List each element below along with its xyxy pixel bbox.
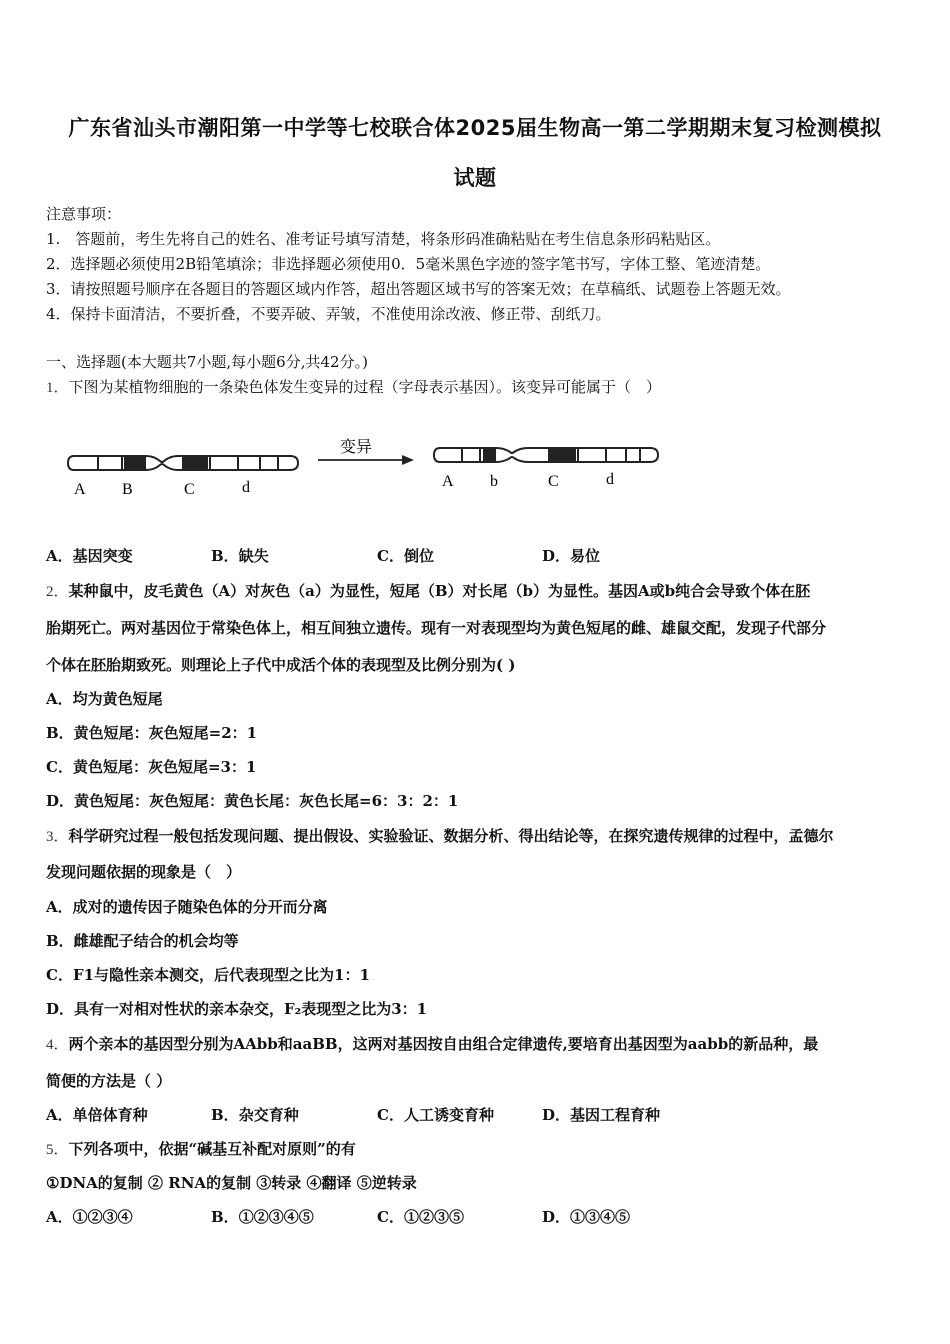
notice-item: 3．请按照题号顺序在各题目的答题区域内作答，超出答题区域书写的答案无效；在草稿纸、试题卷上答题无效。	[46, 280, 791, 298]
option-c[interactable]: C．F1与隐性亲本测交，后代表现型之比为1：1	[46, 966, 370, 984]
question-stem: 两个亲本的基因型分别为AAbb和aaBB，这两对基因按自由组合定律遗传,要培育出基因型为aabb的新品种，最	[68, 1035, 819, 1053]
option-d[interactable]: D．黄色短尾：灰色短尾：黄色长尾：灰色长尾=6：3：2：1	[46, 792, 459, 810]
question-stem: 下图为某植物细胞的一条染色体发生变异的过程（字母表示基因）。该变异可能属于（ ）	[68, 378, 662, 396]
option-b[interactable]: B．雌雄配子结合的机会均等	[46, 932, 239, 950]
question-5	[46, 1138, 356, 1159]
option-a[interactable]: A．成对的遗传因子随染色体的分开而分离	[46, 898, 328, 916]
option-label: C．	[377, 547, 404, 565]
variation-arrow	[318, 455, 414, 465]
chromosome-band	[548, 449, 576, 461]
notice-item: 4．保持卡面清洁，不要折叠，不要弄破、弄皱，不准使用涂改液、修正带、刮纸刀。	[46, 305, 611, 323]
option-b[interactable]	[211, 1104, 299, 1125]
chromosome-band	[182, 457, 208, 469]
option-b[interactable]	[211, 545, 269, 566]
option-d[interactable]	[542, 1104, 660, 1125]
gene-label: A	[442, 473, 454, 490]
question-number: 2．	[46, 584, 69, 600]
gene-label: d	[606, 471, 614, 488]
page-title-continued: 试题	[453, 166, 497, 190]
section-heading: 一、选择题(本大题共7小题,每小题6分,共42分。)	[46, 353, 368, 371]
option-text: 易位	[570, 547, 601, 565]
option-a[interactable]	[46, 545, 133, 566]
chromosome-band	[483, 449, 496, 461]
option-text: ①③④⑤	[570, 1208, 631, 1226]
option-text: ①②③⑤	[403, 1208, 464, 1226]
option-label: D．	[542, 1106, 571, 1124]
gene-label: C	[184, 481, 195, 498]
question-stem: 科学研究过程一般包括发现问题、提出假设、实验验证、数据分析、得出结论等，在探究遗传规律的过程中，孟德尔	[68, 827, 834, 845]
question-number: 3．	[46, 829, 69, 845]
option-label: D．	[542, 1208, 571, 1226]
question-stem-line: 发现问题依据的现象是（ ）	[46, 863, 242, 881]
option-text: 基因突变	[72, 547, 133, 565]
arrow-label: 变异	[340, 437, 373, 456]
option-a[interactable]	[46, 1206, 133, 1227]
option-c[interactable]	[377, 545, 434, 566]
option-d[interactable]	[542, 1206, 630, 1227]
option-label: D．	[542, 547, 571, 565]
question-2	[46, 580, 810, 601]
page-title: 广东省汕头市潮阳第一中学等七校联合体2025届生物高一第二学期期末复习检测模拟	[68, 116, 882, 140]
option-label: A．	[46, 547, 73, 565]
option-label: C．	[377, 1208, 404, 1226]
option-a[interactable]: A．均为黄色短尾	[46, 690, 163, 708]
question-number: 4．	[46, 1037, 69, 1053]
option-text: 基因工程育种	[570, 1106, 661, 1124]
gene-label: b	[490, 473, 498, 490]
option-d[interactable]: D．具有一对相对性状的亲本杂交，F₂表现型之比为3：1	[46, 1000, 428, 1018]
notice-heading: 注意事项：	[46, 205, 122, 223]
option-text: 单倍体育种	[72, 1106, 148, 1124]
notice-item: 2．选择题必须使用2B铅笔填涂；非选择题必须使用0．5毫米黑色字迹的签字笔书写，字体工整、笔迹清楚。	[46, 255, 771, 273]
option-label: A．	[46, 1208, 73, 1226]
question-3	[46, 825, 834, 846]
option-c[interactable]	[377, 1206, 464, 1227]
option-text: 倒位	[403, 547, 434, 565]
question-stem: 下列各项中，依据“碱基互补配对原则”的有	[68, 1140, 356, 1158]
chromosome-after	[434, 448, 658, 462]
gene-label: d	[242, 479, 250, 496]
option-label: A．	[46, 1106, 73, 1124]
option-text: 人工诱变育种	[403, 1106, 494, 1124]
question-number: 1．	[46, 380, 69, 396]
question-number: 5．	[46, 1142, 69, 1158]
option-label: C．	[377, 1106, 404, 1124]
option-c[interactable]	[377, 1104, 494, 1125]
notice-item: 1. 答题前，考生先将自己的姓名、准考证号填写清楚，将条形码准确粘贴在考生信息条形码粘贴区。	[46, 230, 721, 248]
option-b[interactable]	[211, 1206, 314, 1227]
option-text: 杂交育种	[238, 1106, 299, 1124]
question-4	[46, 1033, 818, 1054]
option-label: B．	[211, 1208, 239, 1226]
chromosome-band	[124, 457, 146, 469]
question-stem-line: 胎期死亡。两对基因位于常染色体上，相互间独立遗传。现有一对表现型均为黄色短尾的雌、雄鼠交配，发现子代部分	[46, 619, 827, 637]
gene-label: C	[548, 473, 559, 490]
question-sub-items: ①DNA的复制 ② RNA的复制 ③转录 ④翻译 ⑤逆转录	[46, 1174, 417, 1192]
option-text: ①②③④	[72, 1208, 133, 1226]
question-stem: 某种鼠中，皮毛黄色（A）对灰色（a）为显性，短尾（B）对长尾（b）为显性。基因A或b纯合会导致个体在胚	[68, 582, 811, 600]
option-a[interactable]	[46, 1104, 148, 1125]
option-c[interactable]: C．黄色短尾：灰色短尾=3：1	[46, 758, 257, 776]
option-b[interactable]: B．黄色短尾：灰色短尾=2：1	[46, 724, 258, 742]
option-d[interactable]	[542, 545, 600, 566]
gene-label: B	[122, 481, 133, 498]
option-label: B．	[211, 1106, 239, 1124]
option-label: B．	[211, 547, 239, 565]
gene-label: A	[74, 481, 86, 498]
question-1	[46, 376, 661, 397]
question-stem-line: 个体在胚胎期致死。则理论上子代中成活个体的表现型及比例分别为( )	[46, 656, 516, 674]
question-stem-line: 简便的方法是（ ）	[46, 1072, 172, 1090]
option-text: 缺失	[238, 547, 269, 565]
option-text: ①②③④⑤	[238, 1208, 314, 1226]
chromosome-figure	[60, 430, 670, 510]
